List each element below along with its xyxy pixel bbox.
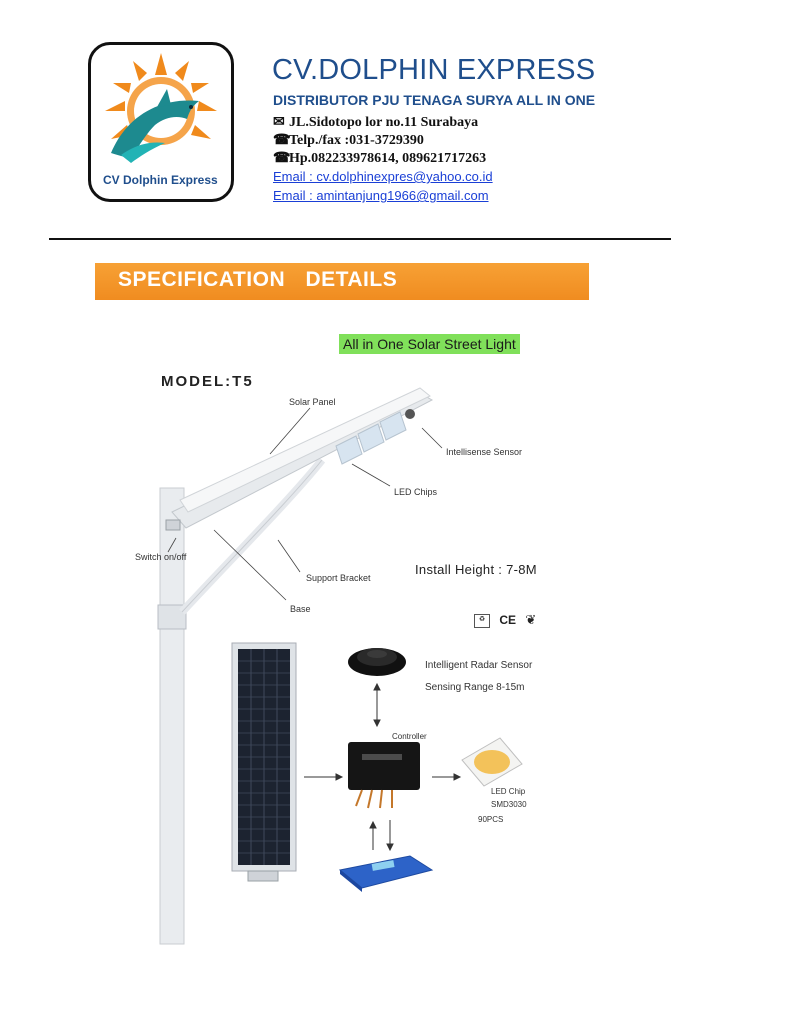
label-support-bracket: Support Bracket bbox=[306, 573, 371, 583]
model-label: MODEL:T5 bbox=[161, 373, 254, 390]
install-height: Install Height : 7-8M bbox=[415, 562, 537, 577]
intellisense-sensor bbox=[405, 409, 415, 419]
ce-mark: CE bbox=[499, 613, 517, 627]
telephone-icon: ☎ bbox=[273, 133, 291, 148]
label-led-model: SMD3030 bbox=[491, 800, 527, 809]
controller-unit bbox=[348, 742, 420, 808]
label-switch: Switch on/off bbox=[135, 552, 187, 562]
label-led-count: 90PCS bbox=[478, 815, 504, 824]
company-name: CV.DOLPHIN EXPRESS bbox=[272, 54, 596, 86]
label-solar-panel: Solar Panel bbox=[289, 397, 336, 407]
label-led-chip: LED Chip bbox=[491, 787, 526, 796]
leaf-icon: ❦ bbox=[525, 612, 537, 627]
battery-pack bbox=[340, 856, 432, 892]
label-intellisense-sensor: Intellisense Sensor bbox=[446, 447, 523, 457]
company-tagline: DISTRIBUTOR PJU TENAGA SURYA ALL IN ONE bbox=[273, 92, 596, 108]
led-chip bbox=[462, 738, 522, 786]
radar-sensor bbox=[348, 648, 406, 676]
spec-banner-title: SPECIFICATION DETAILS bbox=[118, 268, 398, 291]
switch bbox=[166, 520, 180, 530]
phone-text: Telp./fax :031-3729390 bbox=[289, 133, 424, 148]
mailbox-icon: ✉ bbox=[273, 115, 285, 130]
rohs-icon: ♻ bbox=[474, 614, 490, 628]
product-subtitle: All in One Solar Street Light bbox=[339, 334, 520, 354]
email-link-yahoo[interactable]: Email : cv.dolphinexpres@yahoo.co.id bbox=[273, 169, 493, 184]
email-link-gmail[interactable]: Email : amintanjung1966@gmail.com bbox=[273, 188, 489, 203]
telephone-icon: ☎ bbox=[273, 151, 291, 166]
label-base: Base bbox=[290, 604, 311, 614]
label-sensing-range: Sensing Range 8-15m bbox=[425, 682, 525, 693]
label-radar-sensor: Intelligent Radar Sensor bbox=[425, 660, 533, 671]
mobile-text: Hp.082233978614, 089621717263 bbox=[289, 151, 487, 166]
certification-marks bbox=[474, 612, 536, 628]
label-controller: Controller bbox=[392, 732, 427, 741]
address-text: JL.Sidotopo lor no.11 Surabaya bbox=[289, 115, 479, 130]
label-led-chips: LED Chips bbox=[394, 487, 438, 497]
logo-text: CV Dolphin Express bbox=[103, 173, 218, 187]
solar-panel-module bbox=[232, 643, 296, 881]
